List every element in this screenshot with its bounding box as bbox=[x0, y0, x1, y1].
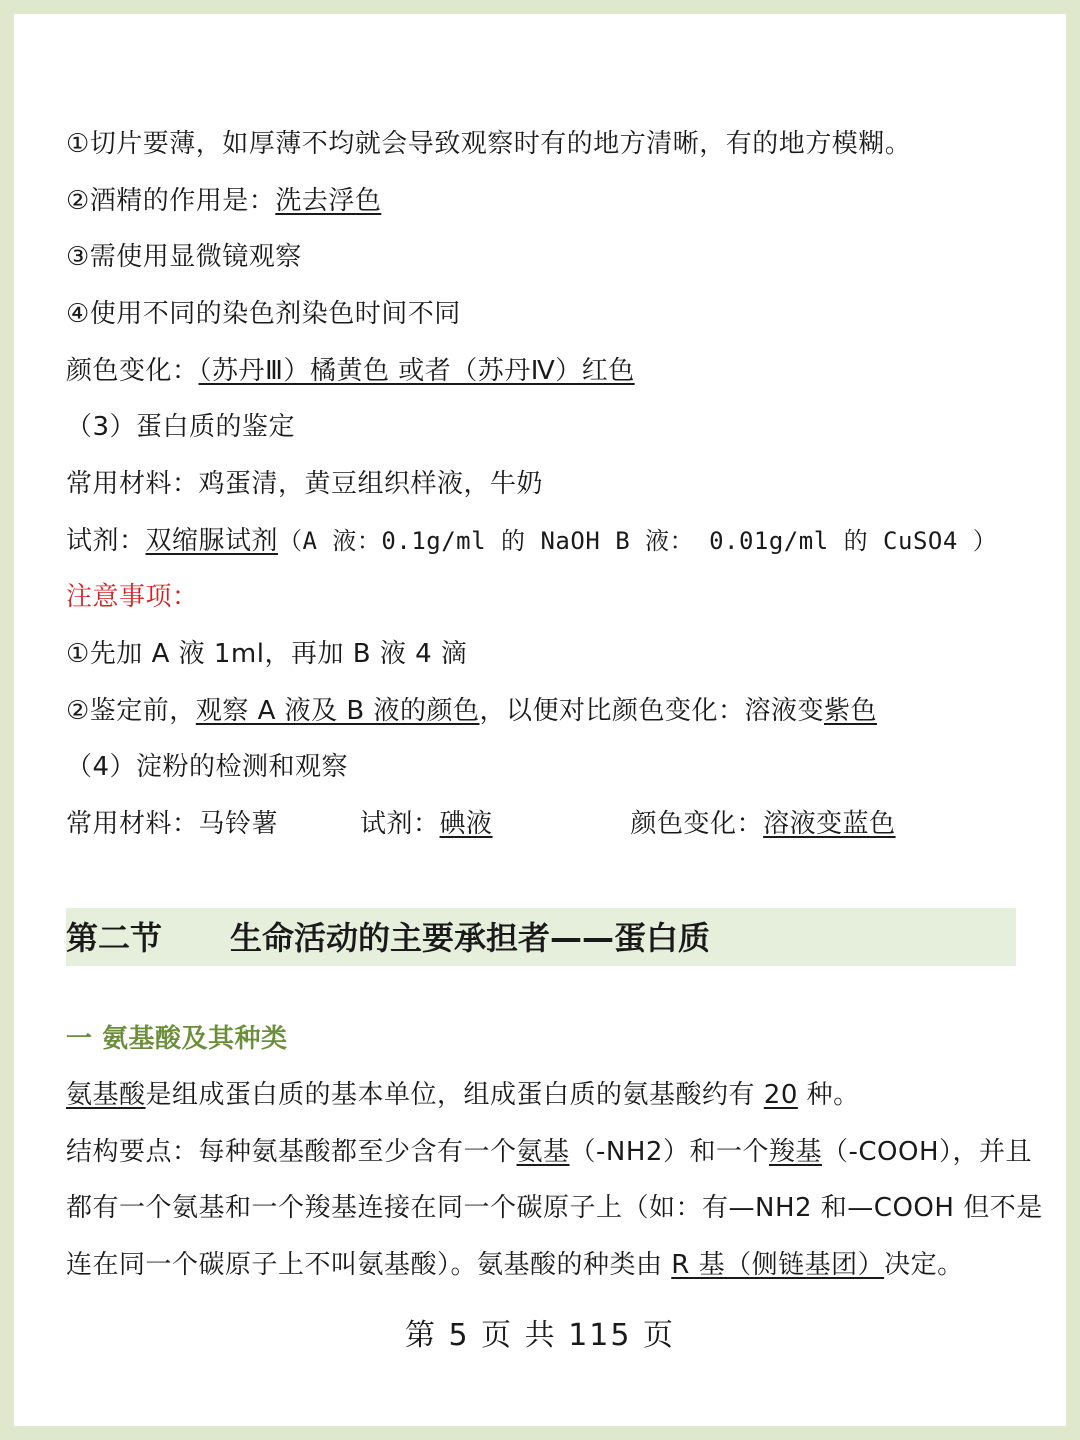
note-line-3: ③需使用显微镜观察 bbox=[66, 242, 302, 272]
underlined-answer: 紫色 bbox=[824, 696, 878, 726]
underlined-answer: 双缩脲试剂 bbox=[145, 526, 279, 556]
reagent-line: 试剂：双缩脲试剂（A 液：0.1g/ml 的 NaOH B 液： 0.01g/ml 的 CuSO4 ） bbox=[66, 526, 998, 556]
starch-details-line: 常用材料：马铃薯 试剂：碘液 颜色变化：溶液变蓝色 bbox=[66, 809, 896, 839]
note-line-4: ④使用不同的染色剂染色时间不同 bbox=[66, 299, 461, 329]
paragraph-line-3: 都有一个氨基和一个羧基连接在同一个碳原子上（如：有—NH2 和—COOH 但不是 bbox=[66, 1193, 1043, 1223]
notice-line-1: ①先加 A 液 1ml，再加 B 液 4 滴 bbox=[66, 639, 468, 669]
subsection-title: 一 氨基酸及其种类 bbox=[66, 1024, 288, 1054]
page-number: 第 5 页 共 115 页 bbox=[404, 1318, 676, 1353]
underlined-answer: 氨基 bbox=[516, 1137, 570, 1167]
notice-heading: 注意事项： bbox=[66, 582, 199, 612]
underlined-answer: R 基（侧链基团） bbox=[671, 1250, 885, 1280]
color-change-line: 颜色变化：（苏丹Ⅲ）橘黄色 或者（苏丹Ⅳ）红色 bbox=[66, 356, 635, 386]
paragraph-line-4: 连在同一个碳原子上不叫氨基酸）。氨基酸的种类由 R 基（侧链基团）决定。 bbox=[66, 1250, 964, 1280]
starch-test-heading: （4）淀粉的检测和观察 bbox=[66, 752, 349, 782]
underlined-answer: 溶液变蓝色 bbox=[763, 809, 896, 839]
underlined-answer: （苏丹Ⅲ）橘黄色 或者（苏丹Ⅳ）红色 bbox=[198, 356, 635, 386]
paragraph-line-2: 结构要点：每种氨基酸都至少含有一个氨基（-NH2）和一个羧基（-COOH），并且 bbox=[66, 1137, 1033, 1167]
note-line-2: ②酒精的作用是：洗去浮色 bbox=[66, 186, 382, 216]
underlined-answer: 洗去浮色 bbox=[275, 186, 382, 216]
section-header bbox=[66, 908, 1016, 966]
underlined-answer: 氨基酸 bbox=[66, 1080, 146, 1110]
underlined-answer: 碘液 bbox=[439, 809, 493, 839]
underlined-answer: 观察 A 液及 B 液的颜色 bbox=[195, 696, 480, 726]
paragraph-line-1: 氨基酸是组成蛋白质的基本单位，组成蛋白质的氨基酸约有 20 种。 bbox=[66, 1080, 860, 1110]
materials-line: 常用材料：鸡蛋清，黄豆组织样液，牛奶 bbox=[66, 469, 544, 499]
section-title: 第二节 生命活动的主要承担者——蛋白质 bbox=[66, 919, 711, 957]
notice-line-2: ②鉴定前，观察 A 液及 B 液的颜色，以便对比颜色变化：溶液变紫色 bbox=[66, 696, 878, 726]
note-line-1: ①切片要薄，如厚薄不均就会导致观察时有的地方清晰，有的地方模糊。 bbox=[66, 129, 912, 159]
protein-test-heading: （3）蛋白质的鉴定 bbox=[66, 412, 296, 442]
underlined-answer: 羧基 bbox=[768, 1137, 822, 1167]
underlined-answer: 20 bbox=[763, 1080, 798, 1110]
